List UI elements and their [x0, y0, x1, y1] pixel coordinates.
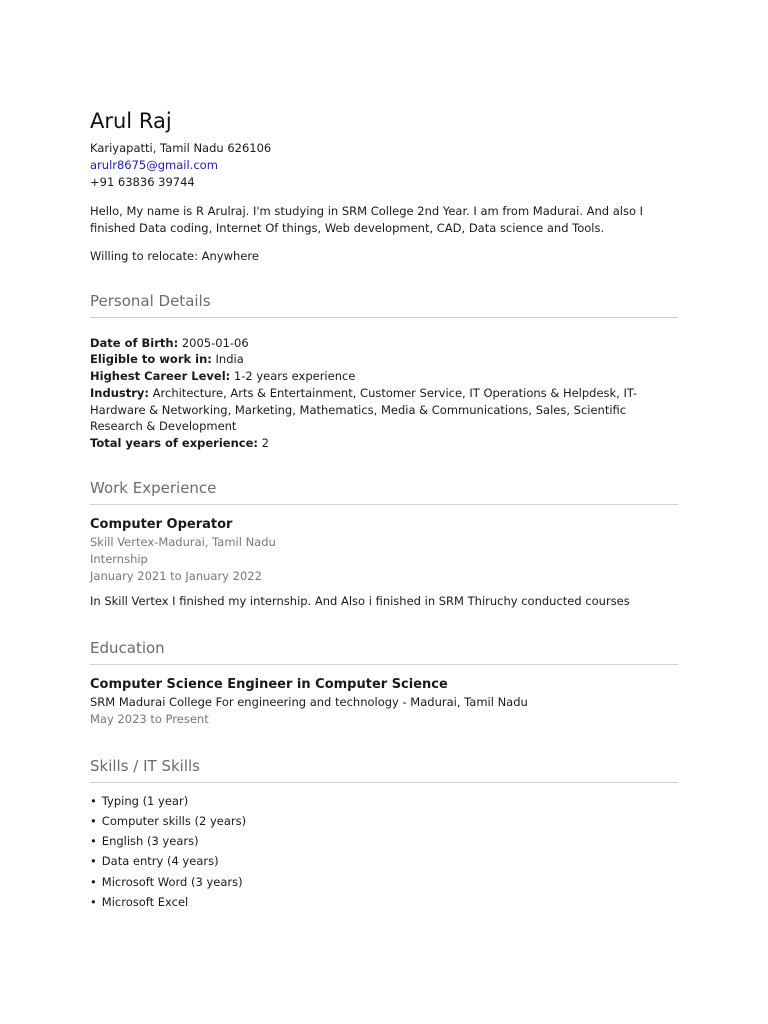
- resume-content: [90, 106, 678, 912]
- detail-value: Architecture, Arts & Entertainment, Customer Service, IT Operations & Helpdesk, IT-Hardware & Networking, Marketing, Mathematics, Media & Communications, Sales, Scientific Research & Development: [90, 385, 638, 434]
- phone: +91 63836 39744: [90, 175, 195, 189]
- list-item: • Microsoft Word (3 years): [90, 872, 678, 892]
- education-dates: May 2023 to Present: [90, 711, 209, 726]
- address: Kariyapatti, Tamil Nadu 626106: [90, 141, 272, 155]
- detail-label: Eligible to work in:: [90, 352, 212, 367]
- detail-label: Date of Birth:: [90, 335, 179, 350]
- job-title: Computer Operator: [90, 517, 233, 533]
- detail-value: 1-2 years experience: [233, 369, 356, 384]
- contact-block: [90, 140, 678, 191]
- skills-section: [90, 756, 678, 913]
- job-dates: January 2021 to January 2022: [90, 568, 262, 583]
- job-company: Skill Vertex-Madurai, Tamil Nadu: [90, 535, 276, 550]
- list-item: • Data entry (4 years): [90, 851, 678, 871]
- list-item: • English (3 years): [90, 831, 678, 851]
- detail-row: [90, 351, 678, 368]
- summary: Hello, My name is R Arulraj. I'm studying in SRM College 2nd Year. I am from Madurai. And also I finished Data coding, Internet Of things, Web development, CAD, Data science and Tools.: [90, 204, 644, 235]
- section-title-education: Education: [90, 638, 678, 665]
- detail-row: [90, 368, 678, 385]
- work-experience-section: [90, 478, 678, 610]
- detail-label: Total years of experience:: [90, 436, 258, 451]
- detail-row: [90, 385, 678, 435]
- school-name: SRM Madurai College For engineering and technology - Madurai, Tamil Nadu: [90, 694, 528, 709]
- detail-row: [90, 335, 678, 352]
- section-title-work: Work Experience: [90, 478, 678, 505]
- detail-value: 2005-01-06: [181, 335, 249, 350]
- section-title-skills: Skills / IT Skills: [90, 756, 678, 783]
- detail-row: [90, 435, 678, 452]
- job-description: In Skill Vertex I finished my internship. And Also i finished in SRM Thiruchy conducted courses: [90, 594, 630, 609]
- job-type: Internship: [90, 551, 148, 566]
- list-item: • Microsoft Excel: [90, 892, 678, 912]
- email-link[interactable]: arulr8675@gmail.com: [90, 158, 218, 172]
- relocate-note: Willing to relocate: Anywhere: [90, 249, 259, 263]
- personal-details-section: [90, 291, 678, 453]
- degree-title: Computer Science Engineer in Computer Science: [90, 676, 448, 692]
- detail-label: Highest Career Level:: [90, 369, 231, 384]
- detail-label: Industry:: [90, 385, 149, 400]
- list-item: • Computer skills (2 years): [90, 811, 678, 831]
- detail-value: India: [215, 352, 244, 367]
- candidate-name: Arul Raj: [90, 109, 172, 133]
- list-item: • Typing (1 year): [90, 791, 678, 811]
- skills-list: [90, 791, 678, 913]
- education-section: [90, 638, 678, 728]
- personal-details: [90, 335, 678, 453]
- detail-value: 2: [261, 436, 269, 451]
- section-title-personal: Personal Details: [90, 291, 678, 318]
